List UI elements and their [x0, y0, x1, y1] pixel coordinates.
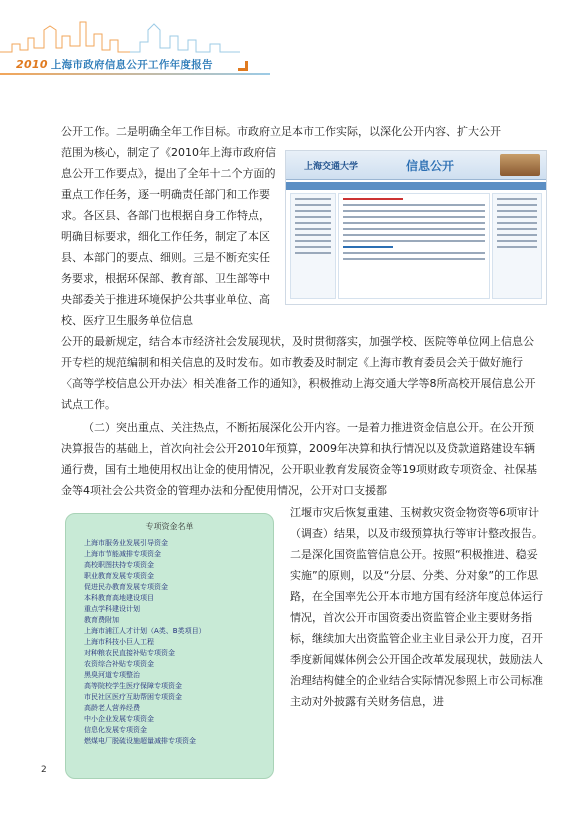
site-brand: 信息公开	[406, 159, 455, 173]
fund-item: 高等院校学生医疗保障专项资金	[84, 682, 182, 690]
report-year: 2010	[16, 58, 48, 71]
fund-list-box	[65, 513, 274, 779]
fund-list-title: 专项资金名单	[145, 522, 194, 531]
fund-item: 职业教育发展专项资金	[84, 572, 154, 580]
report-header	[16, 57, 213, 72]
corner-mark-icon	[238, 61, 248, 71]
fund-item: 市民社区医疗互助帮困专项资金	[84, 693, 182, 701]
fund-item: 燃煤电厂脱硫设施超量减排专项资金	[84, 737, 196, 745]
site-nav-bar	[286, 182, 546, 190]
fund-item: 促进民办教育发展专项资金	[84, 583, 168, 591]
fund-item: 教育费附加	[84, 616, 119, 624]
fund-item: 高校职图扶持专项资金	[84, 561, 154, 569]
sjtu-logo: 上海交通大学	[304, 162, 359, 172]
report-title: 上海市政府信息公开工作年度报告	[50, 59, 213, 71]
website-screenshot	[285, 150, 547, 305]
fund-list	[66, 538, 273, 747]
site-right-column	[492, 193, 542, 299]
fund-item: 中小企业发展专项资金	[84, 715, 154, 723]
paragraph-1: 公开工作。二是明确全年工作目标。市政府立足本市工作实际，以深化公开内容、扩大公开	[61, 125, 501, 138]
fund-item: 高龄老人营养经费	[84, 704, 140, 712]
fund-item: 上海市节能减排专项资金	[84, 550, 161, 558]
fund-item: 重点学科建设计划	[84, 605, 140, 613]
paragraph-3: 公开的最新规定，结合本市经济社会发展现状，及时贯彻落实，加强学校、医院等单位网上信息公开专栏的规范编制和相关信息的及时发布。如市教委及时制定《上海市教育委员会关于做好施行〈高等学校信息公开办法〉相关准备工作的通知》，积极推动上海交通大学等8所高校开展信息公开试点工作。	[61, 335, 536, 411]
page-number: 2	[41, 765, 47, 775]
fund-item: 信息化发展专项资金	[84, 726, 147, 734]
site-main-column	[338, 193, 490, 299]
header-divider	[0, 73, 270, 75]
site-left-column	[290, 193, 336, 299]
fund-item: 上海市浦江人才计划（A类、B类项目）	[84, 627, 206, 635]
fund-item: 农资综合补贴专项资金	[84, 660, 154, 668]
paragraph-2: 范围为核心，制定了《2010年上海市政府信息公开工作要点》，提出了全年十二个方面的重点工作任务，逐一明确责任部门和工作要求。各区县、各部门也根据自身工作特点，明确目标要求，细化工作任务，制定了本区县、本部门的要点、细则。三是不断充实任务要求，根据环保部、教育部、卫生部等中央部委关于推进环境保护公共事业单位、高校、医疗卫生服务单位信息	[61, 146, 276, 327]
fund-item: 对种粮农民直接补贴专项资金	[84, 649, 175, 657]
fund-item: 上海市服务业发展引导资金	[84, 539, 168, 547]
paragraph-4: （二）突出重点、关注热点，不断拓展深化公开内容。一是着力推进资金信息公开。在公开预决算报告的基础上，首次向社会公开2010年预算，2009年决算和执行情况以及贷款道路建设车辆通行费，国有土地使用权出让金的使用情况，公开职业教育发展资金等19项财政专项资金、社保基金等4项社会公共资金的管理办法和分配使用情况，公开对口支援都	[61, 421, 537, 497]
paragraph-5: 江堰市灾后恢复重建、玉树救灾资金物资等6项审计（调查）结果，以及市级预算执行等审计整改报告。二是深化国资监管信息公开。按照“积极推进、稳妥实施”的原则，以及“分层、分类、分对象”的工作思路，在全国率先公开本市地方国有经济年度总体运行情况，首次公开市国资委出资监管企业主要财务指标，继续加大出资监管企业主业目录公开力度，召开季度新闻媒体例会公开国企改革发展现状，鼓励法人治理结构健全的企业结合实际情况参照上市公司标准主动对外披露有关财务信息，进	[290, 506, 543, 708]
fund-item: 本科教育高地建设项目	[84, 594, 154, 602]
fund-item: 上海市科技小巨人工程	[84, 638, 154, 646]
building-photo	[500, 154, 540, 176]
fund-item: 黑臭河道专项整治	[84, 671, 140, 679]
